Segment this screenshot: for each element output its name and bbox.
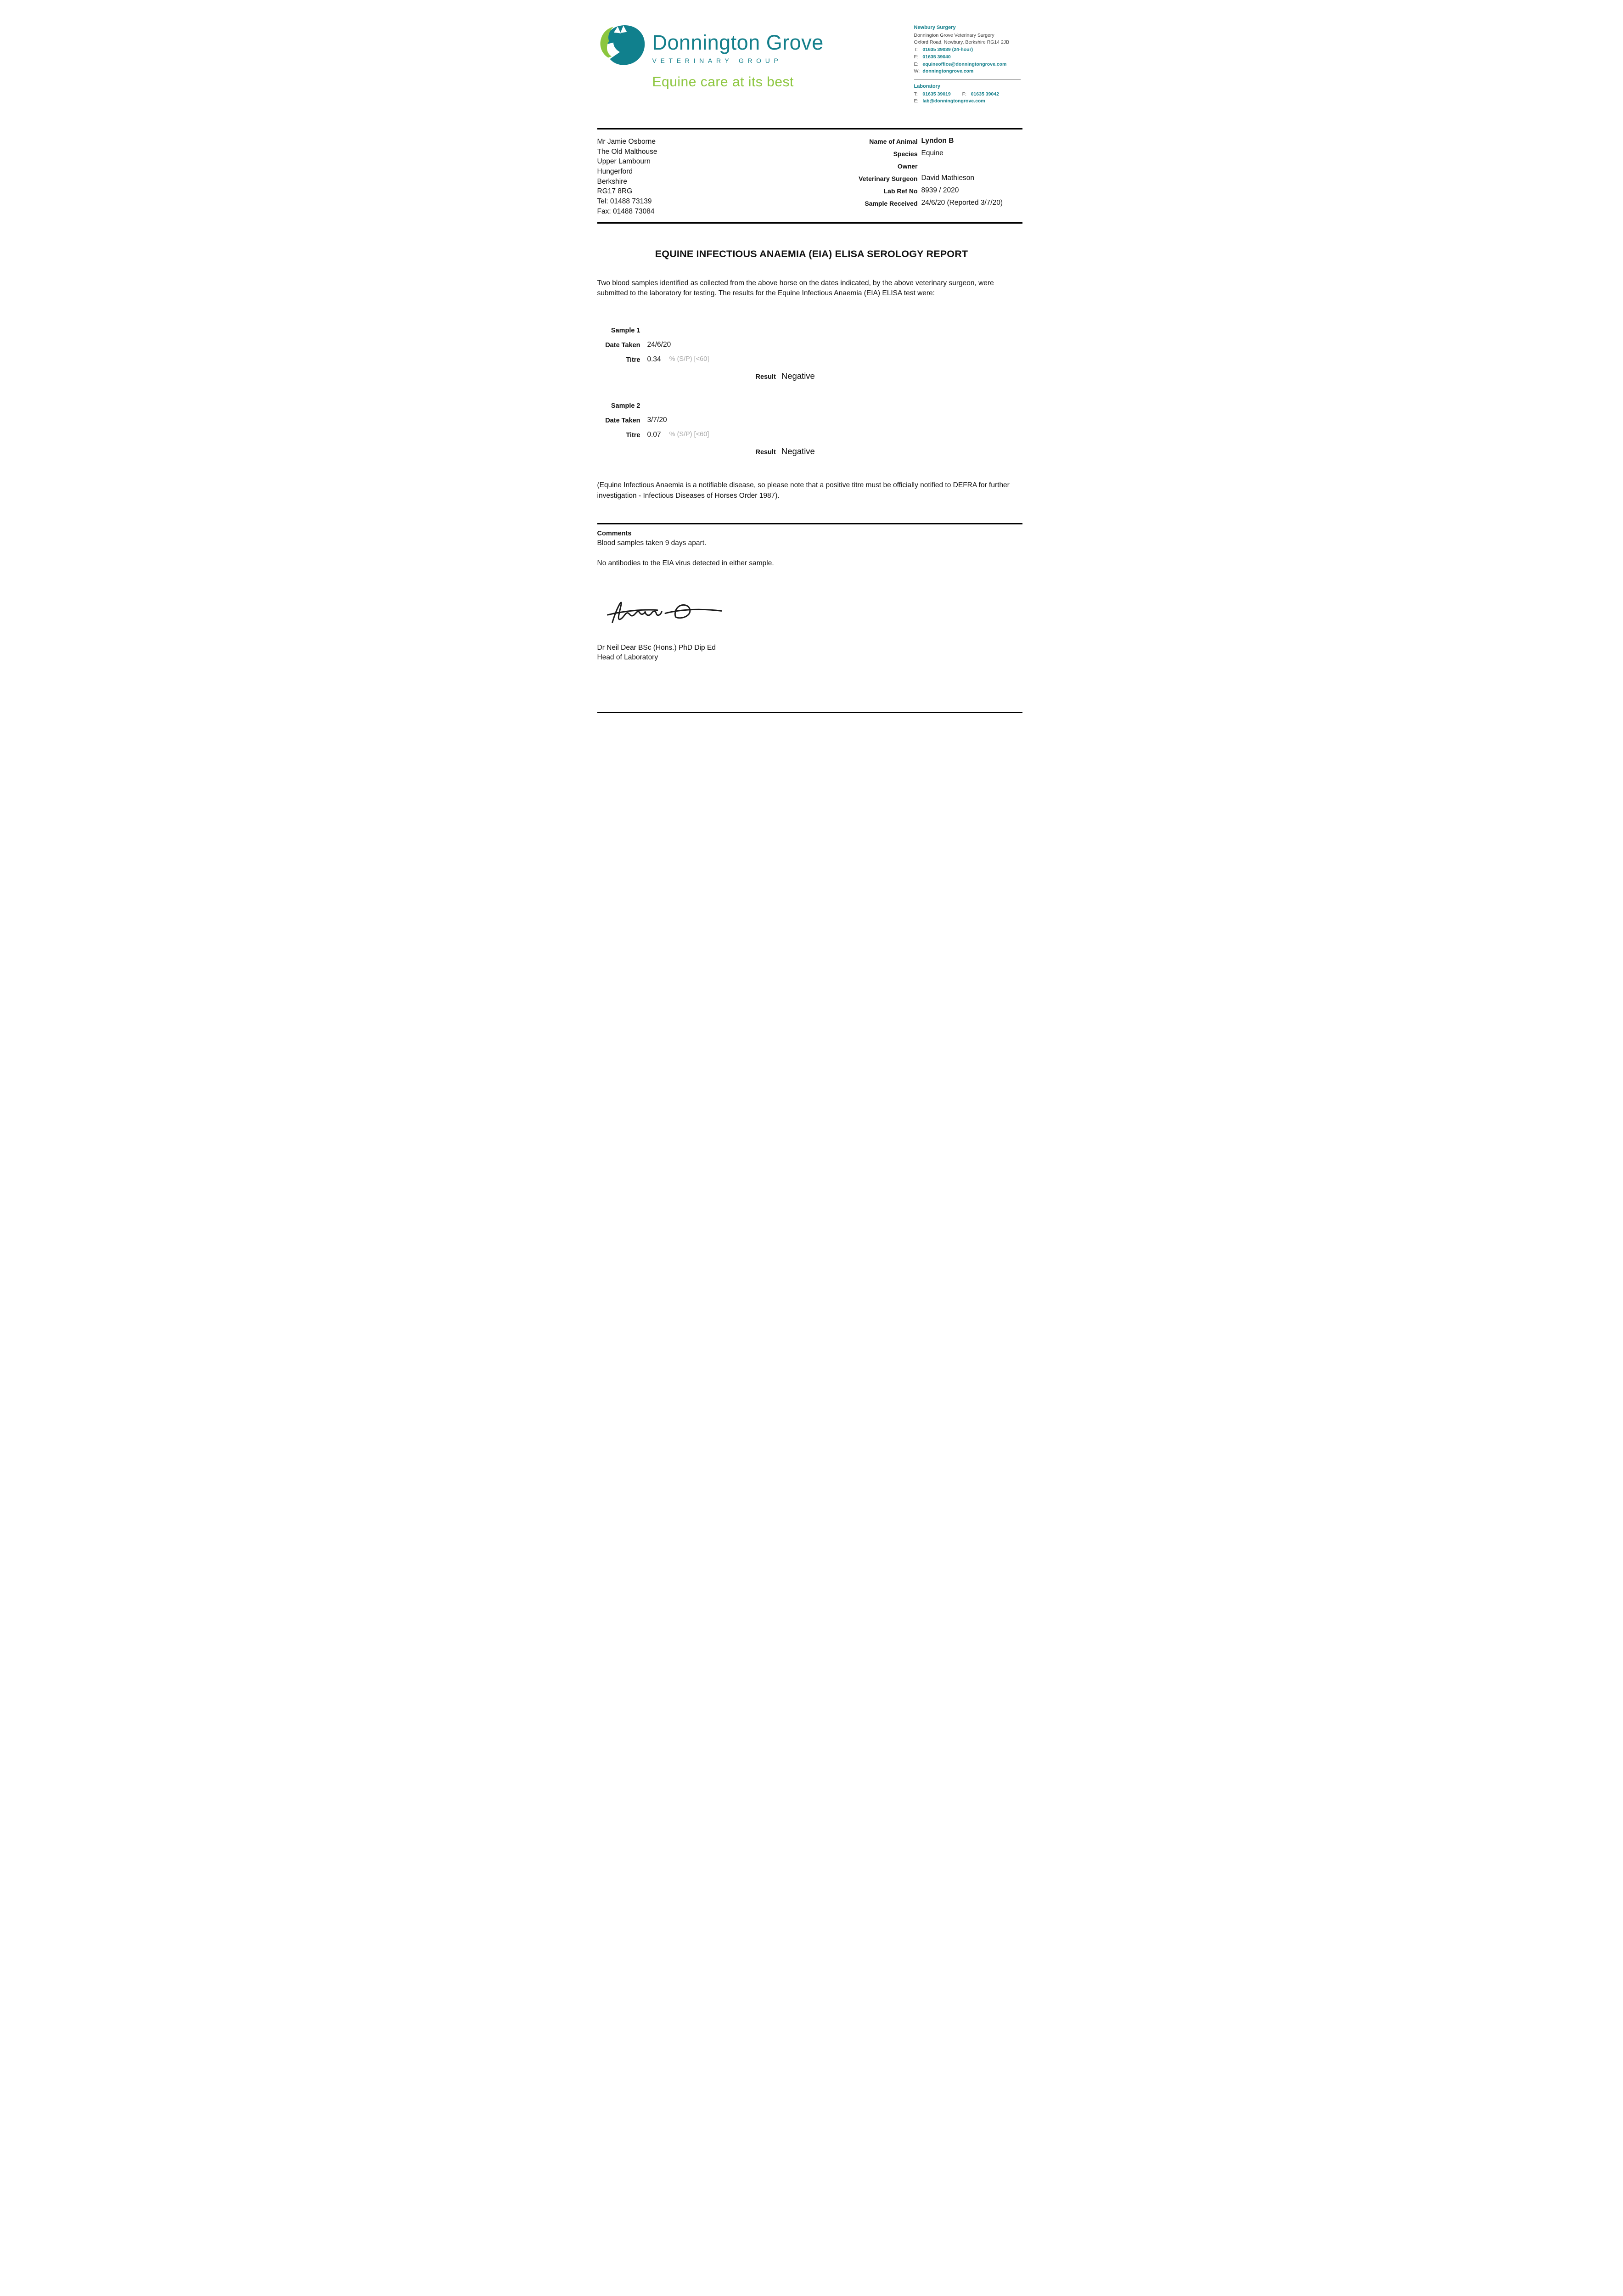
footer-rule xyxy=(597,712,1022,713)
brand-subtitle: VETERINARY GROUP xyxy=(652,57,782,64)
field-label: Name of Animal xyxy=(869,138,918,145)
client-line: Tel: 01488 73139 xyxy=(597,197,652,206)
comment-line: No antibodies to the EIA virus detected in either sample. xyxy=(597,559,774,568)
date-taken-row xyxy=(597,416,1022,424)
comment-line: Blood samples taken 9 days apart. xyxy=(597,539,707,547)
lab-email-value: lab@donningtongrove.com xyxy=(922,98,985,104)
contact-divider xyxy=(914,79,1021,80)
horizontal-rule xyxy=(597,222,1022,224)
signatory-name: Dr Neil Dear BSc (Hons.) PhD Dip Ed xyxy=(597,643,716,652)
animal-row xyxy=(816,174,1022,182)
vet-surgeon-value: David Mathieson xyxy=(921,174,974,182)
species-value: Equine xyxy=(921,149,943,157)
lab-fax-label: F: xyxy=(962,91,967,97)
client-address-block xyxy=(597,137,657,217)
signatory-title: Head of Laboratory xyxy=(597,653,658,661)
signature-image xyxy=(603,592,728,632)
sample-name-row xyxy=(597,326,1022,334)
result-row xyxy=(756,371,1022,381)
client-line: Fax: 01488 73084 xyxy=(597,207,655,215)
result-value: Negative xyxy=(781,446,815,456)
surgery-name: Donnington Grove Veterinary Surgery xyxy=(914,32,994,38)
field-label: Lab Ref No xyxy=(883,187,918,195)
animal-name-value: Lyndon B xyxy=(921,137,954,145)
lab-report-page xyxy=(559,0,1064,715)
email-label: E: xyxy=(914,61,919,67)
animal-row xyxy=(816,199,1022,207)
client-line: Mr Jamie Osborne xyxy=(597,138,656,146)
tel-value: 01635 39039 (24-hour) xyxy=(922,47,973,52)
sample-received-value: 24/6/20 (Reported 3/7/20) xyxy=(921,199,1003,207)
report-title: EQUINE INFECTIOUS ANAEMIA (EIA) ELISA SEROLOGY REPORT xyxy=(655,248,968,259)
lab-tel-label: T: xyxy=(914,91,918,97)
fax-value: 01635 39040 xyxy=(922,54,951,60)
brand-block xyxy=(597,24,824,90)
sample-name: Sample 1 xyxy=(611,327,640,335)
client-line: Berkshire xyxy=(597,177,627,186)
comments-heading: Comments xyxy=(597,530,632,538)
fax-label: F: xyxy=(914,54,918,60)
surgery-tel xyxy=(914,46,1021,54)
report-intro: Two blood samples identified as collected from the above horse on the dates indicated, by the above veterinary surgeon, were submitted to the laboratory for testing. The results for the Equine Infectious Anaemia (EIA) ELISA test were: xyxy=(597,279,994,297)
notifiable-disease-note: (Equine Infectious Anaemia is a notifiable disease, so please note that a positive titre must be officially notified to DEFRA for further investigation - Infectious Diseases of Horses Order 1987). xyxy=(597,481,1010,500)
animal-details-block xyxy=(816,137,1022,217)
web-value: donningtongrove.com xyxy=(922,68,974,74)
laboratory-email xyxy=(914,98,1021,105)
client-line: Upper Lambourn xyxy=(597,158,651,166)
titre-value: 0.34 xyxy=(647,355,661,364)
field-label: Sample Received xyxy=(865,200,918,207)
newbury-surgery-title: Newbury Surgery xyxy=(914,25,956,30)
result-row xyxy=(756,446,1022,456)
titre-label: Titre xyxy=(626,356,640,364)
animal-row xyxy=(816,137,1022,145)
date-taken-row xyxy=(597,341,1022,349)
sample-name-row xyxy=(597,401,1022,410)
lab-fax-value: 01635 39042 xyxy=(971,91,999,97)
lab-ref-value: 8939 / 2020 xyxy=(921,186,959,194)
date-taken-value: 3/7/20 xyxy=(647,416,667,424)
brand-name: Donnington Grove xyxy=(652,31,824,54)
result-label: Result xyxy=(755,373,776,381)
surgery-email xyxy=(914,61,1021,68)
email-value: equineoffice@donningtongrove.com xyxy=(922,61,1007,67)
date-taken-label: Date Taken xyxy=(605,417,640,425)
newbury-surgery-contact xyxy=(914,24,1021,75)
titre-units: % (S/P) [<60] xyxy=(669,431,709,439)
horse-logo-icon xyxy=(597,24,646,69)
animal-row xyxy=(816,162,1022,170)
date-taken-value: 24/6/20 xyxy=(647,341,671,349)
case-details xyxy=(559,137,1064,217)
client-line: The Old Malthouse xyxy=(597,147,657,156)
date-taken-label: Date Taken xyxy=(605,342,640,349)
sample-2-block xyxy=(597,401,1022,456)
surgery-address: Oxford Road, Newbury, Berkshire RG14 2JB xyxy=(914,39,1010,45)
sample-name: Sample 2 xyxy=(611,402,640,410)
client-line: RG17 8RG xyxy=(597,187,633,196)
lab-tel-value: 01635 39019 xyxy=(922,91,951,97)
titre-row xyxy=(597,355,1022,364)
contact-details xyxy=(914,24,1021,105)
animal-row xyxy=(816,186,1022,195)
horizontal-rule xyxy=(597,523,1022,524)
result-label: Result xyxy=(755,449,776,456)
web-label: W: xyxy=(914,68,920,74)
surgery-fax xyxy=(914,54,1021,61)
field-label: Species xyxy=(893,150,918,158)
laboratory-contact xyxy=(914,83,1021,105)
letterhead xyxy=(559,0,1064,105)
titre-label: Titre xyxy=(626,432,640,439)
horizontal-rule xyxy=(597,128,1022,129)
brand-tagline: Equine care at its best xyxy=(652,74,794,90)
tel-label: T: xyxy=(914,47,918,52)
surgery-website xyxy=(914,68,1021,75)
titre-units: % (S/P) [<60] xyxy=(669,355,709,363)
sample-1-block xyxy=(597,326,1022,381)
lab-email-label: E: xyxy=(914,98,919,104)
titre-row xyxy=(597,431,1022,439)
laboratory-title: Laboratory xyxy=(914,84,940,89)
result-value: Negative xyxy=(781,371,815,381)
client-line: Hungerford xyxy=(597,168,633,176)
field-label: Veterinary Surgeon xyxy=(859,175,918,182)
field-label: Owner xyxy=(897,163,918,170)
laboratory-tel-fax xyxy=(914,91,1021,98)
animal-row xyxy=(816,149,1022,158)
titre-value: 0.07 xyxy=(647,431,661,439)
